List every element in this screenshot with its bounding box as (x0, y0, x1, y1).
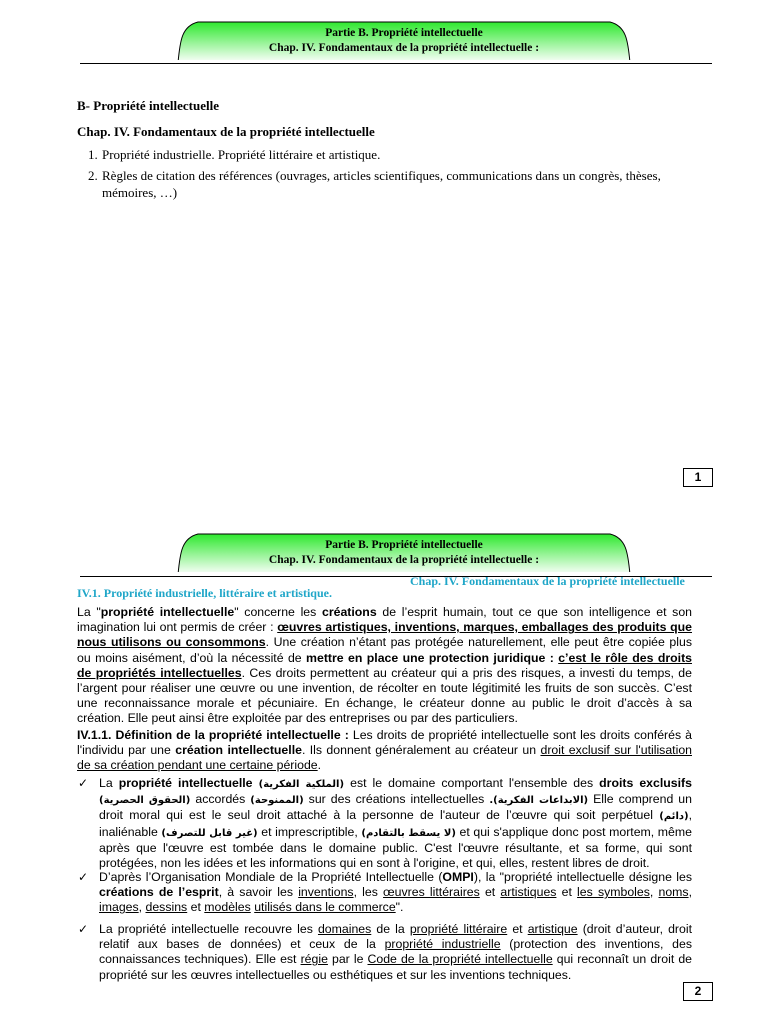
page-number: 2 (683, 982, 713, 1001)
page-2 (0, 500, 768, 1024)
page-number: 1 (683, 468, 713, 487)
chapter-title: Chap. IV. Fondamentaux de la propriété intellectuelle (77, 124, 375, 139)
check-icon: ✓ (78, 922, 89, 936)
header-line-1: Partie B. Propriété intellectuelle (325, 27, 483, 39)
section-title: B- Propriété intellectuelle (77, 98, 219, 113)
list-item (88, 146, 708, 163)
outline-list (88, 146, 708, 205)
running-title: Chap. IV. Fondamentaux de la propriété intellectuelle (410, 574, 685, 588)
page-1 (0, 0, 768, 500)
list-item-number: 1. (88, 147, 98, 162)
page-header (176, 20, 632, 64)
list-item-number: 2. (88, 168, 98, 183)
header-rule (80, 63, 712, 64)
page-header (176, 532, 632, 576)
check-icon: ✓ (78, 776, 89, 790)
list-item (88, 167, 708, 201)
section-title: IV.1. Propriété industrielle, littéraire et artistique. (77, 586, 332, 600)
bullet-3-text: La propriété intellectuelle recouvre les domaines de la propriété littéraire et artistique (droit d’auteur, droit relatif aux bases de données) et ceux de la propriété industrielle (protection des inventions, des connaissances techniques). Elle est régie par le Code de la propriété intellectuelle qui reconnaît un droit de propriété sur les œuvres intellectuelles ou esthétiques et sur les inventions techniques. (99, 922, 693, 982)
check-icon: ✓ (78, 870, 89, 884)
intro-paragraph: La "propriété intellectuelle" concerne les créations de l’esprit humain, tout ce que son intelligence et son imagination lui ont permis de créer : œuvres artistiques, inventions, marques, emballages des produits que nous utilisons ou consommons. Une création n’étant pas protégée naturellement, elle peut être copiée plus ou moins aisément, d’où la nécessité de mettre en place une protection juridique : c’est le rôle des droits de propriétés intellectuelles. Ces droits permettent au créateur qui a pris des risques, a investi du temps, de l’argent pour réaliser une œuvre ou une invention, de récolter en toute légitimité les fruits de son succès. C’est une reconnaissance morale et pécuniaire. En échange, le créateur donne au public le droit d’accès à sa création. Elle peut ainsi être exploitée par des entreprises ou par des particuliers. (77, 605, 693, 726)
definition-paragraph: IV.1.1. Définition de la propriété intellectuelle : Les droits de propriété intellectuelle sont les droits conférés à l'individu par une création intellectuelle. Ils donnent généralement au créateur un droit exclusif sur l'utilisation de sa création pendant une certaine période. (77, 728, 693, 773)
bullet-2-text: D’après l’Organisation Mondiale de la Propriété Intellectuelle (OMPI), la "propriété intellectuelle désigne les créations de l’esprit, à savoir les inventions, les œuvres littéraires et artistiques et les symboles, noms, images, dessins et modèles utilisés dans le commerce". (99, 870, 692, 915)
list-item-text: Propriété industrielle. Propriété littéraire et artistique. (102, 147, 381, 162)
bullet-1-text: La propriété intellectuelle (الملكية الفكرية) est le domaine comportant l'ensemble des droits exclusifs (الحقوق الحصرية) accordés (الممنوحة) sur des créations intellectuelles .(الابداعات الفكرية) Elle comprend un droit moral qui est le seul droit attaché à la personne de l'auteur de l’œuvre qui soit perpétuel (دائم), inaliénable (غير قابل للتصرف) et imprescriptible, (لا يسقط بالتقادم) et qui s'applique donc post mortem, même après que l'œuvre est tombée dans le domaine public. C'est l'œuvre résultante, et sa forme, qui sont protégées, non les idées et les informations qui en sont à l'origine, et qui, elles, restent libres de droit. (99, 776, 692, 871)
header-line-2: Chap. IV. Fondamentaux de la propriété intellectuelle : (268, 554, 540, 566)
list-item-text: Règles de citation des références (ouvrages, articles scientifiques, communications dans un congrès, thèses, mémoires, …) (102, 168, 661, 200)
header-line-2: Chap. IV. Fondamentaux de la propriété intellectuelle : (268, 42, 540, 54)
header-line-1: Partie B. Propriété intellectuelle (325, 539, 483, 551)
